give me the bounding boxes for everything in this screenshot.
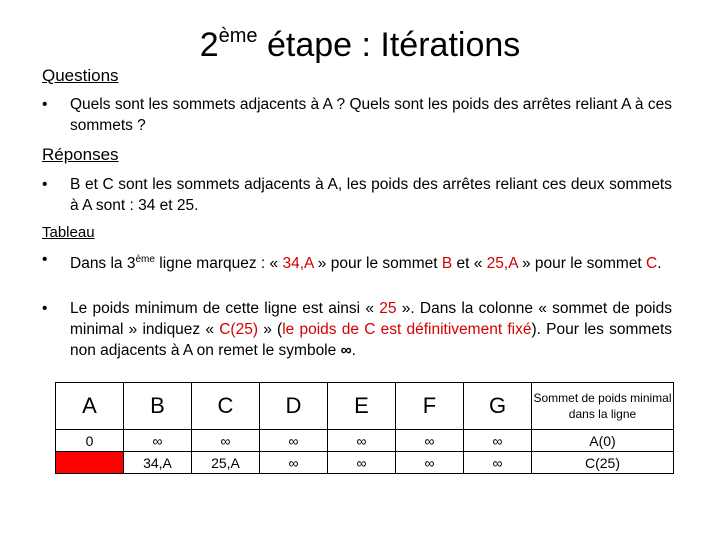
table-cell: ∞ bbox=[464, 430, 532, 452]
header-cell-min-vertex: Sommet de poids minimal dans la ligne bbox=[532, 383, 674, 430]
header-cell: E bbox=[328, 383, 396, 430]
infinity-icon: ∞ bbox=[340, 342, 352, 359]
filled-cell bbox=[56, 452, 124, 474]
table-cell: ∞ bbox=[192, 430, 260, 452]
table-header-row bbox=[56, 383, 674, 430]
answers-bullet: • B et C sont les sommets adjacents à A, les poids des arrêtes reliant ces deux sommets à A sont : 34 et 25. bbox=[42, 176, 672, 214]
table-cell: 25,A bbox=[192, 452, 260, 474]
questions-bullet: • Quels sont les sommets adjacents à A ? Quels sont les poids des arrêtes reliant A à ces sommets ? bbox=[42, 96, 672, 134]
header-cell: B bbox=[124, 383, 192, 430]
table-cell: ∞ bbox=[260, 430, 328, 452]
table-row bbox=[56, 430, 674, 452]
table-cell: ∞ bbox=[328, 452, 396, 474]
tableau-bullet-1: • Dans la 3ème ligne marquez : « 34,A » pour le sommet B et « 25,A » pour le sommet C. bbox=[42, 251, 662, 272]
answers-heading: Réponses bbox=[42, 145, 119, 164]
table-row bbox=[56, 452, 674, 474]
table-cell: ∞ bbox=[396, 430, 464, 452]
header-cell: A bbox=[56, 383, 124, 430]
tableau-bullet-2: • Le poids minimum de cette ligne est ainsi « 25 ». Dans la colonne « sommet de poids minimal » indiquez « C(25) » (le poids de C est définitivement fixé). Pour les sommets non adjacents à A on remet le symbole ∞. bbox=[42, 300, 673, 359]
header-cell: G bbox=[464, 383, 532, 430]
table-cell: C(25) bbox=[532, 452, 674, 474]
table-cell: ∞ bbox=[396, 452, 464, 474]
table-cell: ∞ bbox=[124, 430, 192, 452]
table-cell: 0 bbox=[56, 430, 124, 452]
table-cell: 34,A bbox=[124, 452, 192, 474]
tableau-heading: Tableau bbox=[42, 224, 95, 241]
page-title: 2ème étape : Itérations bbox=[199, 25, 521, 64]
table-cell: ∞ bbox=[464, 452, 532, 474]
dijkstra-table bbox=[55, 382, 674, 474]
header-cell: C bbox=[192, 383, 260, 430]
table-cell: A(0) bbox=[532, 430, 674, 452]
table-cell: ∞ bbox=[260, 452, 328, 474]
header-cell: D bbox=[260, 383, 328, 430]
table-cell: ∞ bbox=[328, 430, 396, 452]
header-cell: F bbox=[396, 383, 464, 430]
questions-heading: Questions bbox=[42, 66, 119, 85]
